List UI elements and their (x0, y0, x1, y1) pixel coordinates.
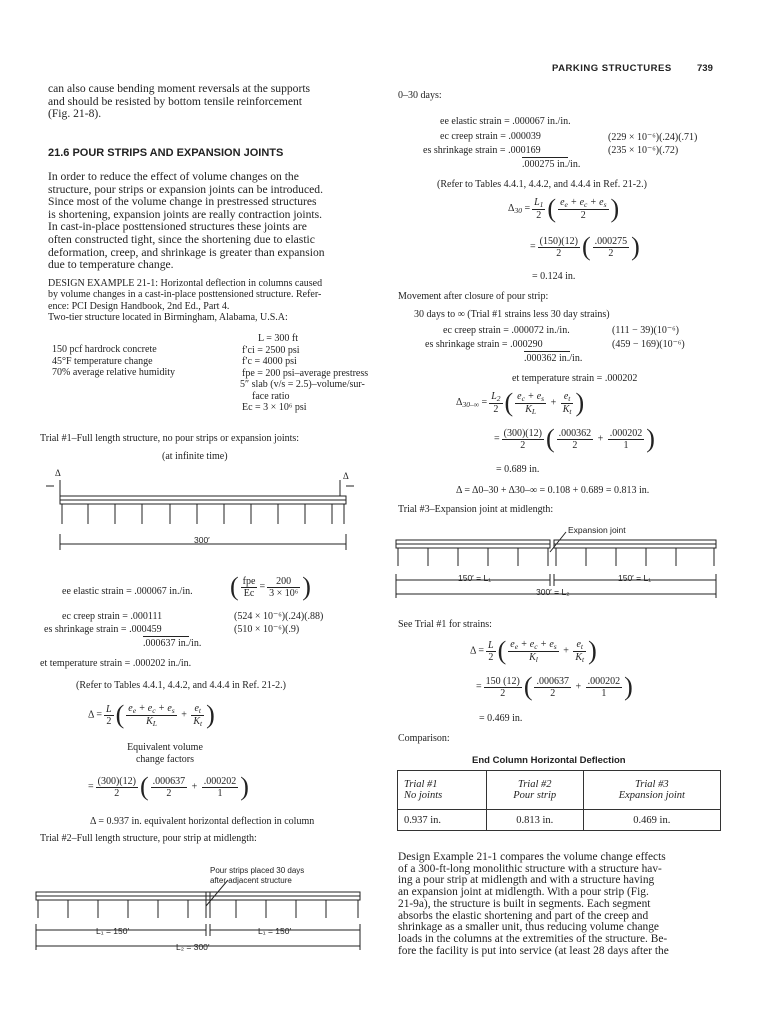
ec-creep-note-left: (524 × 10⁻⁶)(.24)(.88) (234, 611, 324, 622)
es-shrinkage-note-left: (510 × 10⁻⁶)(.9) (234, 624, 300, 635)
es-shrinkage-strain-right: es shrinkage strain = .000169 (423, 145, 541, 156)
section-paragraph: In order to reduce the effect of volume changes on the structure, pour strips or expansion joints can be introduced. Since most of the volume change in prestressed structures is shortening, expansion joints are really contraction joints. In cast-in-place posttensioned structures these joints are often constructed tight, since the shortening due to elastic deformation, creep, and shrinkage is greater than expansion due to temperature change. (48, 170, 325, 272)
table-title: End Column Horizontal Deflection (472, 755, 626, 766)
given-conditions-right: L = 300 ft f′ci = 2500 psi f′c = 4000 psi fpe = 200 psi–average prestress 5″ slab (v/s = 2.5)–volume/sur- face ratio Ec = 3 × 10⁶ psi (240, 333, 369, 413)
fig1-delta-right: Δ (343, 471, 349, 481)
es-shrinkage-inf: es shrinkage strain = .000290 (425, 339, 543, 350)
ec-creep-note-right: (229 × 10⁻⁶)(.24)(.71) (608, 132, 698, 143)
trial1-title: Trial #1–Full length structure, no pour strips or expansion joints: (40, 433, 300, 444)
trial2-title: Trial #2–Full length structure, pour strip at midlength: (40, 833, 257, 844)
days-30-inf: 30 days to ∞ (Trial #1 strains less 30 day strains) (414, 309, 610, 320)
es-shrinkage-note-right: (235 × 10⁻⁶)(.72) (608, 145, 679, 156)
table-row (398, 810, 721, 831)
section-heading: 21.6 POUR STRIPS AND EXPANSION JOINTS (48, 147, 284, 159)
page-number: 739 (697, 63, 713, 74)
days-0-30-header: 0–30 days: (398, 90, 442, 101)
ee-elastic-strain-right: ee elastic strain = .000067 in./in. (440, 116, 571, 127)
refer-tables-right: (Refer to Tables 4.4.1, 4.4.2, and 4.4.4 in Ref. 21-2.) (437, 179, 647, 190)
table-head-trial1: Trial #1 No joints (398, 771, 487, 810)
trial3-title: Trial #3–Expansion joint at midlength: (398, 504, 554, 515)
fig1-delta-left: Δ (55, 468, 61, 478)
result-trial1: Δ = 0.937 in. equivalent horizontal deflection in column (90, 816, 315, 827)
fig2-l2: L₂ = 300′ (176, 942, 210, 952)
see-trial1: See Trial #1 for strains: (398, 619, 492, 630)
fig1-dimension: 300′ (194, 535, 210, 545)
calc-30: = $\frac{(150)(12)}{2}$ ( $\frac{.000275}{2}$ ) (530, 232, 640, 261)
sum-strain-left: .000637 in./in. (143, 638, 202, 649)
trial1-subtitle: (at infinite time) (162, 451, 228, 462)
result-trial3: = 0.469 in. (479, 713, 523, 724)
fig2-l1-right: L₁ = 150′ (258, 926, 292, 936)
movement-heading: Movement after closure of pour strip: (398, 291, 549, 302)
delta-formula-left: Δ = $\frac{L}{2}$ ( $\frac{e_e + e_c + e_s}{K_L}$ + $\frac{e_t}{K_t}$ ) (88, 700, 215, 729)
ec-creep-strain-right: ec creep strain = .000039 (440, 131, 541, 142)
es-shrinkage-strain-left: es shrinkage strain = .000459 (44, 624, 162, 635)
es-shrinkage-inf-note: (459 − 169)(10⁻⁶) (612, 339, 685, 350)
temperature-strain-left: et temperature strain = .000202 in./in. (40, 658, 192, 669)
equivalent-volume-caption: Equivalent volume change factors (127, 742, 203, 765)
ec-creep-inf-note: (111 − 39)(10⁻⁶) (612, 325, 679, 336)
running-title: PARKING STRUCTURES (552, 63, 672, 74)
ec-creep-strain-left: ec creep strain = .000111 (62, 611, 163, 622)
delta-inf-formula: $\Delta_{30-\infty}$ = $\frac{L_2}{2}$ ( $\frac{e_c + e_s}{K_L}$ + $\frac{e_t}{K_t}$ ) (456, 388, 585, 417)
sum-strain-inf: .000362 in./in. (524, 353, 583, 364)
delta-formula-right: Δ = $\frac{L}{2}$ ( $\frac{e_e + e_c + e_s}{K_l}$ + $\frac{e_t}{K_t}$ ) (470, 636, 597, 665)
fig2-l1-left: L₁ = 150′ (96, 926, 130, 936)
calc-trial1: = $\frac{(300)(12)}{2}$ ( $\frac{.000637}{2}$ + $\frac{.000202}{1}$ ) (88, 772, 249, 801)
delta-30-formula: $\Delta_{30}$ = $\frac{L_1}{2}$ ( $\frac{e_e + e_c + e_s}{2}$ ) (508, 194, 620, 223)
fig3-l1-right: 150′ = L₁ (618, 573, 652, 583)
table-cell: 0.937 in. (398, 810, 487, 831)
table-cell: 0.813 in. (486, 810, 583, 831)
design-example-intro: DESIGN EXAMPLE 21-1: Horizontal deflection in columns caused by volume changes in a cast-in-place posttensioned structure. Refer- ence: PCI Design Handbook, 2nd Ed., Part 4. Two-tier structure located in Birmingham, Alabama, U.S.A: (48, 278, 323, 323)
sum-strain-030: .000275 in./in. (522, 159, 581, 170)
calc-trial3: = $\frac{150 (12)}{2}$ ( $\frac{.000637}{2}$ + $\frac{.000202}{1}$ ) (476, 672, 633, 701)
fpe-ratio: ( $\frac{\text{fpe}}{Ec}$ = $\frac{200}{\text{3 × 10⁶}}$ ) (230, 572, 311, 601)
result-inf: = 0.689 in. (496, 464, 540, 475)
fig3-l1-left: 150′ = L₁ (458, 573, 492, 583)
table-cell: 0.469 in. (583, 810, 720, 831)
fig3-l2: 300′ = L₂ (536, 587, 570, 597)
total-delta: Δ = Δ0–30 + Δ30–∞ = 0.108 + 0.689 = 0.813 in. (456, 485, 650, 496)
closing-paragraph: Design Example 21-1 compares the volume change effects of a 300-ft-long monolithic structure with a structure hav- ing a pour strip at midlength and with a structure having an expansion joint at midlength. With a pour strip (Fig. 21-9a), the structure is built in segments. Each segment absorbs the elastic shortening and part of the creep and shrinkage as a smaller unit, thus reducing volume change loads in the columns at the extremities of the structure. Be- fore the facility is put into service (at least 28 days after the (398, 851, 669, 957)
table-header-row (398, 771, 721, 810)
ee-elastic-strain-left: ee elastic strain = .000067 in./in. (62, 586, 193, 597)
calc-inf: = $\frac{(300)(12)}{2}$ ( $\frac{.000362}{2}$ + $\frac{.000202}{1}$ ) (494, 424, 655, 453)
refer-tables-left: (Refer to Tables 4.4.1, 4.4.2, and 4.4.4 in Ref. 21-2.) (76, 680, 286, 691)
fig3-note: Expansion joint (568, 525, 626, 535)
given-conditions-left: 150 pcf hardrock concrete 45°F temperature change 70% average relative humidity (52, 344, 176, 378)
result-30: = 0.124 in. (532, 271, 576, 282)
comparison-table (397, 770, 721, 831)
intro-paragraph: can also cause bending moment reversals at the supports and should be resisted by bottom tensile reinforcement (Fig. 21-8). (48, 82, 311, 121)
fig2-note: Pour strips placed 30 days after adjacent structure (210, 866, 305, 885)
ec-creep-inf: ec creep strain = .000072 in./in. (443, 325, 570, 336)
table-head-trial2: Trial #2 Pour strip (486, 771, 583, 810)
temperature-strain-right: et temperature strain = .000202 (512, 373, 638, 384)
table-head-trial3: Trial #3 Expansion joint (583, 771, 720, 810)
comparison-label: Comparison: (398, 733, 450, 744)
